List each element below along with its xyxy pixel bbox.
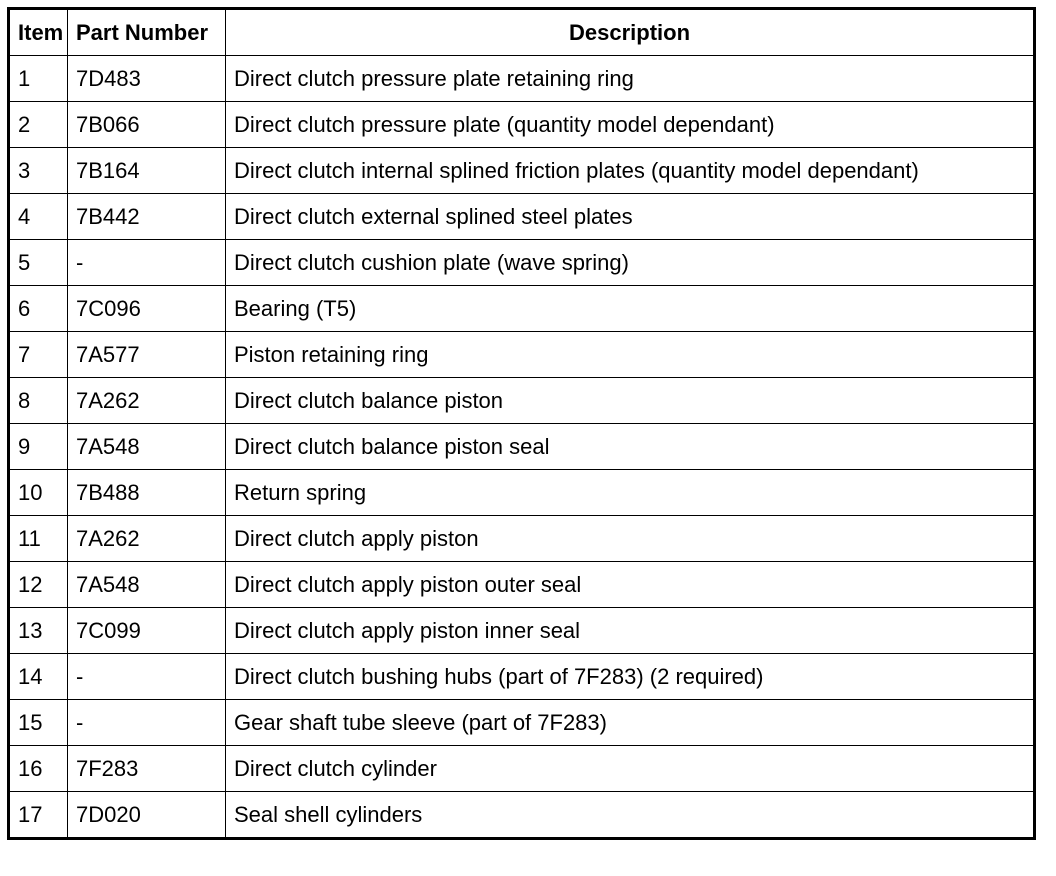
table-row <box>9 792 1035 839</box>
table-row <box>9 332 1035 378</box>
table-row <box>9 654 1035 700</box>
table-row <box>9 746 1035 792</box>
cell-description: Direct clutch balance piston seal <box>226 424 1035 470</box>
cell-item: 4 <box>9 194 68 240</box>
cell-description: Direct clutch internal splined friction plates (quantity model dependant) <box>226 148 1035 194</box>
table-row <box>9 56 1035 102</box>
table-body <box>9 56 1035 839</box>
cell-part-number: - <box>68 240 226 286</box>
cell-part-number: - <box>68 654 226 700</box>
table-row <box>9 286 1035 332</box>
cell-part-number: 7F283 <box>68 746 226 792</box>
cell-part-number: 7A577 <box>68 332 226 378</box>
cell-description: Direct clutch pressure plate (quantity model dependant) <box>226 102 1035 148</box>
cell-item: 3 <box>9 148 68 194</box>
header-row <box>9 9 1035 56</box>
cell-description: Piston retaining ring <box>226 332 1035 378</box>
cell-part-number: 7C099 <box>68 608 226 654</box>
cell-part-number: 7A262 <box>68 516 226 562</box>
cell-item: 12 <box>9 562 68 608</box>
header-description: Description <box>226 9 1035 56</box>
table-row <box>9 608 1035 654</box>
cell-description: Direct clutch cushion plate (wave spring) <box>226 240 1035 286</box>
cell-item: 15 <box>9 700 68 746</box>
cell-part-number: 7B442 <box>68 194 226 240</box>
cell-description: Bearing (T5) <box>226 286 1035 332</box>
cell-description: Direct clutch external splined steel plates <box>226 194 1035 240</box>
cell-item: 2 <box>9 102 68 148</box>
cell-part-number: - <box>68 700 226 746</box>
cell-item: 5 <box>9 240 68 286</box>
cell-item: 8 <box>9 378 68 424</box>
table-row <box>9 102 1035 148</box>
table-row <box>9 470 1035 516</box>
cell-part-number: 7A262 <box>68 378 226 424</box>
cell-item: 16 <box>9 746 68 792</box>
cell-description: Direct clutch bushing hubs (part of 7F283) (2 required) <box>226 654 1035 700</box>
cell-description: Direct clutch apply piston outer seal <box>226 562 1035 608</box>
cell-description: Direct clutch apply piston inner seal <box>226 608 1035 654</box>
table-row <box>9 562 1035 608</box>
cell-item: 1 <box>9 56 68 102</box>
cell-part-number: 7D483 <box>68 56 226 102</box>
cell-description: Return spring <box>226 470 1035 516</box>
cell-item: 10 <box>9 470 68 516</box>
parts-table <box>7 7 1036 840</box>
cell-item: 6 <box>9 286 68 332</box>
cell-description: Direct clutch cylinder <box>226 746 1035 792</box>
table-row <box>9 516 1035 562</box>
cell-part-number: 7C096 <box>68 286 226 332</box>
table-row <box>9 194 1035 240</box>
cell-item: 14 <box>9 654 68 700</box>
table-header <box>9 9 1035 56</box>
table-row <box>9 240 1035 286</box>
cell-item: 13 <box>9 608 68 654</box>
table-row <box>9 148 1035 194</box>
cell-item: 17 <box>9 792 68 839</box>
table-row <box>9 424 1035 470</box>
cell-part-number: 7A548 <box>68 424 226 470</box>
cell-part-number: 7A548 <box>68 562 226 608</box>
cell-part-number: 7B066 <box>68 102 226 148</box>
cell-part-number: 7D020 <box>68 792 226 839</box>
cell-item: 7 <box>9 332 68 378</box>
header-item: Item <box>9 9 68 56</box>
table-row <box>9 378 1035 424</box>
cell-part-number: 7B488 <box>68 470 226 516</box>
cell-description: Gear shaft tube sleeve (part of 7F283) <box>226 700 1035 746</box>
cell-part-number: 7B164 <box>68 148 226 194</box>
cell-description: Seal shell cylinders <box>226 792 1035 839</box>
header-part-number: Part Number <box>68 9 226 56</box>
cell-description: Direct clutch pressure plate retaining ring <box>226 56 1035 102</box>
cell-item: 11 <box>9 516 68 562</box>
cell-description: Direct clutch balance piston <box>226 378 1035 424</box>
cell-description: Direct clutch apply piston <box>226 516 1035 562</box>
cell-item: 9 <box>9 424 68 470</box>
table-row <box>9 700 1035 746</box>
